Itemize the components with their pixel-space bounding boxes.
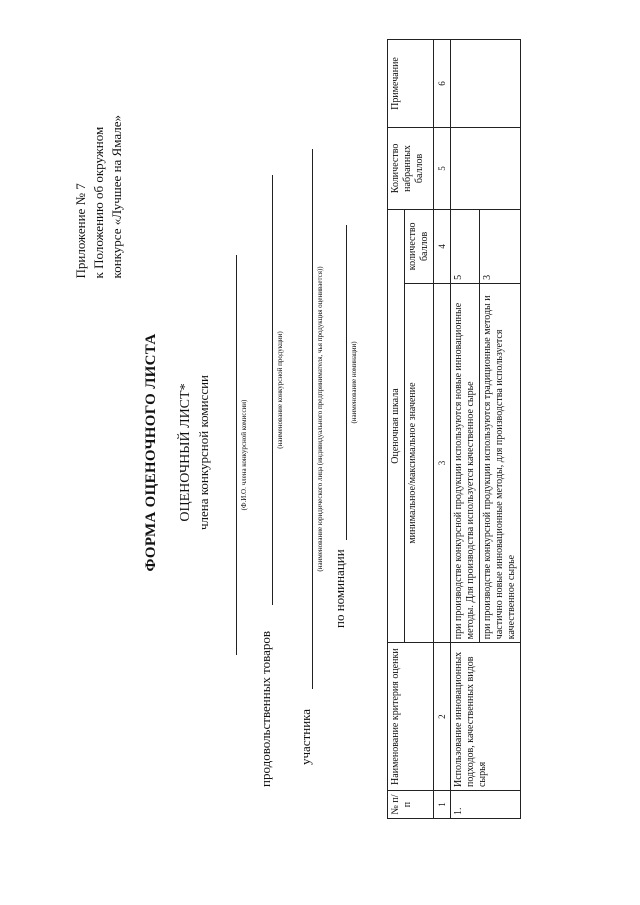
header-num: № п/п (388, 791, 434, 819)
products-line (272, 175, 273, 605)
row-1-note (451, 40, 521, 128)
row-1-criteria: Использование инновационных подходов, качественных видов сырья (451, 643, 521, 791)
row-1-gained (451, 127, 521, 209)
table-header-row (388, 40, 405, 819)
header-minmax: минимальное/максимальное значение (405, 283, 434, 642)
col-number-2: 2 (434, 643, 451, 791)
row-1-option-1-text: при производстве конкурсной продукции используются новые инновационные методы. Для производства используется качественное сырье (451, 283, 480, 642)
sheet-title: ОЦЕНОЧНЫЙ ЛИСТ* (178, 383, 193, 522)
sheet-subtitle: члена конкурсной комиссии (196, 375, 211, 530)
table-row (451, 40, 480, 819)
table-column-numbers-row (434, 40, 451, 819)
col-number-4: 4 (434, 209, 451, 283)
products-label: продовольственных товаров (258, 630, 273, 787)
col-number-6: 6 (434, 40, 451, 128)
row-1-option-1-points: 5 (451, 209, 480, 283)
col-number-5: 5 (434, 127, 451, 209)
appendix-line-3: конкурсе «Лучшее на Ямале» (109, 115, 124, 279)
col-number-3: 3 (434, 283, 451, 642)
participant-label: участника (298, 708, 313, 765)
row-1-option-2-points: 3 (480, 209, 521, 283)
nomination-label: по номинации (332, 549, 347, 628)
header-points: количество баллов (405, 209, 434, 283)
row-1-num: 1. (451, 791, 521, 819)
fio-line (236, 255, 237, 655)
fio-caption: (Ф.И.О. члена конкурсной комиссии) (240, 399, 248, 511)
header-criteria: Наименование критерия оценки (388, 643, 434, 791)
header-scale: Оценочная шкала (388, 209, 405, 642)
participant-line (312, 149, 313, 689)
form-title: ФОРМА ОЦЕНОЧНОГО ЛИСТА (143, 333, 159, 572)
col-number-1: 1 (434, 791, 451, 819)
appendix-note (72, 115, 126, 278)
evaluation-table (387, 39, 521, 819)
appendix-line-2: к Положению об окружном (91, 126, 106, 279)
appendix-line-1: Приложение № 7 (73, 183, 88, 279)
header-gained: Количество набранных баллов (388, 127, 434, 209)
nomination-caption: (наименование номинации) (350, 341, 358, 424)
products-caption: (наименование конкурсной продукции) (276, 331, 284, 449)
header-note: Примечание (388, 40, 434, 128)
row-1-option-2-text: при производстве конкурсной продукции используются традиционные методы и частично новые инновационные методы, для производства используется качественное сырье (480, 283, 521, 642)
participant-caption: (наименование юридического лица (индивидуального предпринимателя, чья продукция оценивается)) (316, 266, 324, 572)
nomination-line (346, 225, 347, 540)
